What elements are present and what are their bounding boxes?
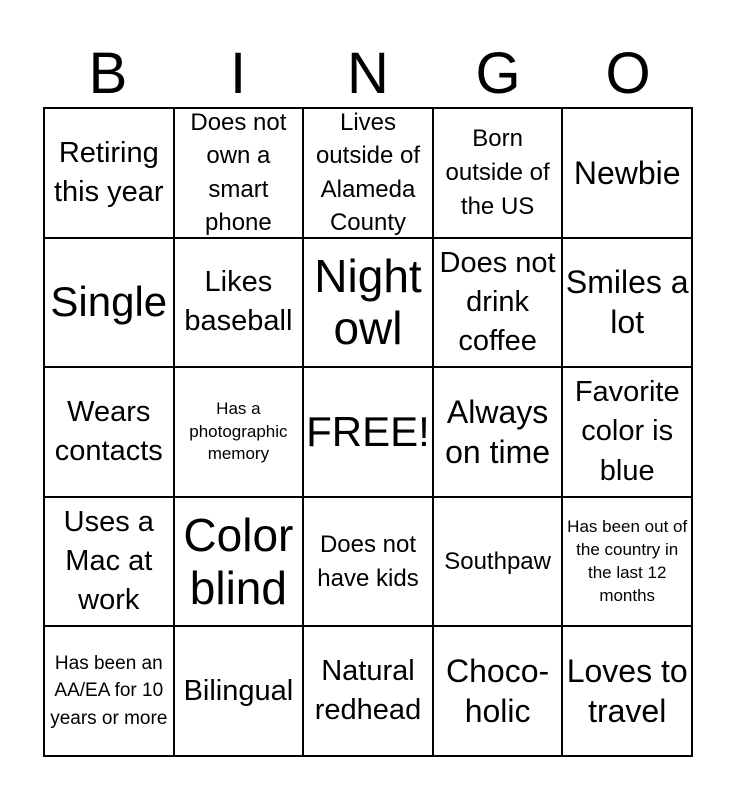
bingo-cell[interactable]: [562, 497, 692, 627]
bingo-cell-text: Does not have kids: [317, 531, 419, 592]
bingo-cell-text: Always on time: [445, 393, 551, 470]
bingo-cell[interactable]: [562, 626, 692, 756]
bingo-cell[interactable]: [433, 367, 563, 497]
bingo-cell-text: Night owl: [314, 249, 422, 355]
bingo-cell[interactable]: [174, 626, 304, 756]
bingo-cell[interactable]: [303, 626, 433, 756]
title-letter-o: O: [605, 41, 651, 106]
free-cell-text: FREE!: [306, 407, 430, 455]
title-letter-g: G: [475, 41, 521, 106]
bingo-cell-text: Bilingual: [183, 674, 294, 707]
bingo-cell[interactable]: [303, 108, 433, 238]
bingo-cell-text: Single: [50, 278, 168, 326]
bingo-cell-text: Wears contacts: [54, 395, 163, 467]
bingo-cell[interactable]: [562, 108, 692, 238]
title-letter-b: B: [88, 41, 128, 106]
bingo-cell-text: Has a photographic memory: [189, 398, 288, 464]
bingo-cell-text: Choco-holic: [446, 653, 550, 730]
bingo-cell[interactable]: [303, 497, 433, 627]
bingo-cell-text: Likes baseball: [184, 266, 293, 338]
bingo-title: [43, 40, 693, 108]
bingo-cell-text: Newbie: [573, 154, 681, 191]
bingo-cell[interactable]: [174, 108, 304, 238]
bingo-cell[interactable]: [44, 626, 174, 756]
bingo-cell[interactable]: [44, 238, 174, 368]
bingo-cell[interactable]: [44, 367, 174, 497]
title-letter-i: I: [229, 41, 247, 106]
bingo-cell-text: Loves to travel: [566, 653, 688, 730]
bingo-cell[interactable]: [433, 108, 563, 238]
bingo-cell-text: Uses a Mac at work: [63, 505, 154, 617]
bingo-cell-text: Lives outside of Alameda County: [315, 108, 421, 237]
bingo-cell[interactable]: [174, 238, 304, 368]
bingo-cell-text: Southpaw: [444, 547, 551, 575]
bingo-cell-text: Color blind: [183, 508, 294, 614]
bingo-cell-text: Smiles a lot: [565, 264, 689, 341]
bingo-cell[interactable]: [44, 108, 174, 238]
free-cell[interactable]: [303, 367, 433, 497]
bingo-cell[interactable]: [174, 497, 304, 627]
bingo-cell[interactable]: [303, 238, 433, 368]
bingo-cell-text: Has been an AA/EA for 10 years or more: [50, 652, 168, 729]
bingo-board: [43, 107, 693, 757]
bingo-cell[interactable]: [562, 367, 692, 497]
bingo-cell[interactable]: [44, 497, 174, 627]
bingo-cell[interactable]: [433, 497, 563, 627]
bingo-cell-text: Has been out of the country in the last 12 months: [567, 516, 688, 605]
bingo-cell[interactable]: [433, 626, 563, 756]
bingo-cell-text: Born outside of the US: [445, 125, 550, 220]
bingo-cell[interactable]: [174, 367, 304, 497]
bingo-cell-text: Does not drink coffee: [439, 246, 556, 357]
bingo-cell[interactable]: [562, 238, 692, 368]
title-letter-n: N: [347, 41, 389, 106]
bingo-cell-text: Does not own a smart phone: [190, 108, 287, 237]
bingo-cell-text: Natural redhead: [314, 655, 422, 727]
bingo-cell[interactable]: [433, 238, 563, 368]
bingo-cell-text: Favorite color is blue: [574, 376, 680, 487]
bingo-cell-text: Retiring this year: [53, 136, 164, 208]
